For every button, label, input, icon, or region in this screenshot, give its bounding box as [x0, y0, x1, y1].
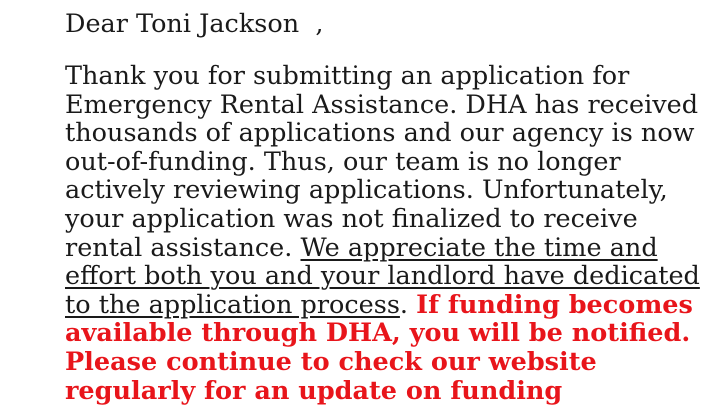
appreciation-period: .: [399, 289, 409, 320]
funding-notice: If funding becomes available through DHA, you will be notified. Please continue to check our website regularly for an update on funding: [65, 289, 693, 406]
greeting-line: [65, 8, 705, 40]
appreciation-text: We appreciate the time and effort both you and your landlord have dedicated to the application process: [65, 232, 700, 320]
letter-body: [65, 8, 705, 405]
intro-text: Thank you for submitting an application for Emergency Rental Assistance. DHA has received thousands of applications and our agency is now out-of-funding. Thus, our team is no longer actively reviewing applications. Unfortunately, your application was not finalized to receive rental assistance.: [65, 61, 699, 263]
recipient-name: Toni Jackson: [136, 9, 300, 39]
greeting-prefix: Dear: [65, 9, 128, 39]
letter-paragraph: [65, 62, 705, 405]
greeting-comma: ,: [315, 9, 324, 39]
